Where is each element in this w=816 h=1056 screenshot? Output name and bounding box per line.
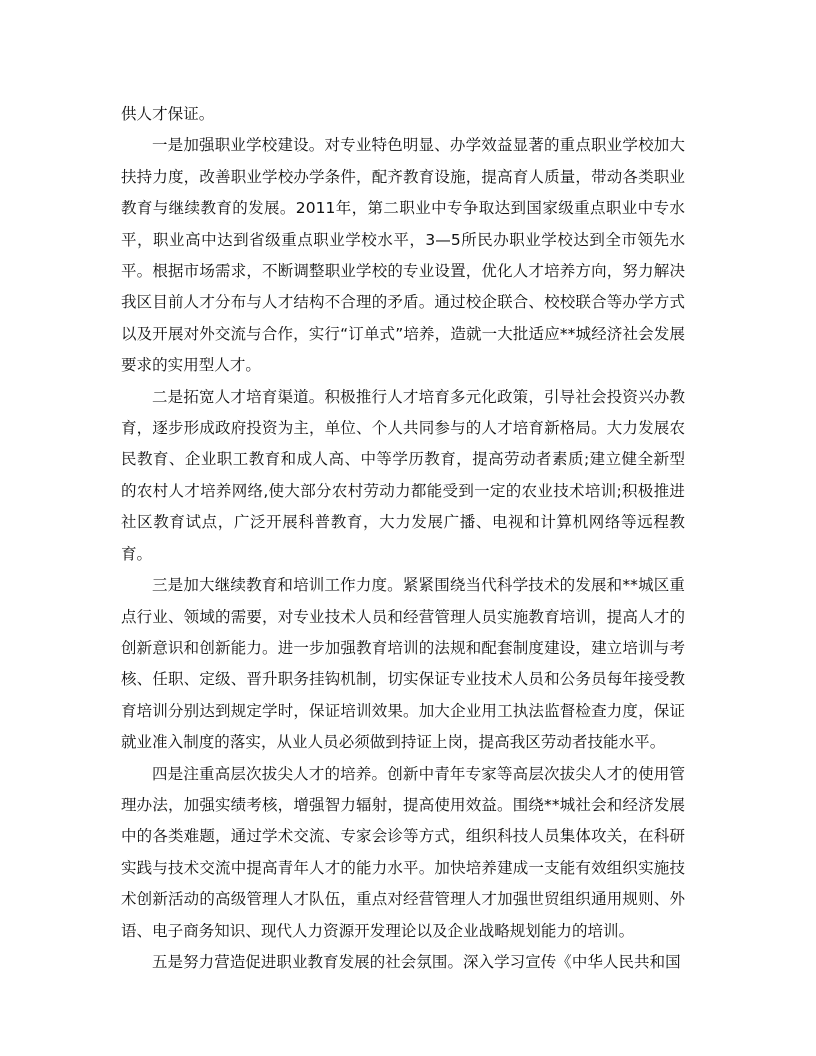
paragraph-social-atmosphere: 五是努力营造促进职业教育发展的社会氛围。深入学习宣传《中华人民共和国 <box>152 952 681 971</box>
paragraph-continuation: 供人才保证。 <box>121 105 215 123</box>
paragraph-talent-channels: 二是拓宽人才培育渠道。积极推行人才培育多元化政策，引导社会投资兴办教育，逐步形成政府投资为主，单位、个人共同参与的人才培育新格局。大力发展农民教育、企业职工教育和成人高、中等学历教育，提高劳动者素质;建立健全新型的农村人才培养网络,使大部分农村劳动力都能受到一定的农业技术培训;积极推进社区教育试点，广泛开展科普教育，大力发展广播、电视和计算机网络等远程教育。 <box>121 387 685 563</box>
paragraph-vocational-schools: 一是加强职业学校建设。对专业特色明显、办学效益显著的重点职业学校加大扶持力度，改善职业学校办学条件，配齐教育设施，提高育人质量，带动各类职业教育与继续教育的发展。2011年，第二职业中专争取达到国家级重点职业中专水平，职业高中达到省级重点职业学校水平，3—5所民办职业学校达到全市领先水平。根据市场需求，不断调整职业学校的专业设置，优化人才培养方向，努力解决我区目前人才分布与人才结构不合理的矛盾。通过校企联合、校校联合等办学方式以及开展对外交流与合作，实行“订单式”培养，造就一大批适应**城经济社会发展要求的实用型人才。 <box>121 136 685 375</box>
paragraph-top-talent: 四是注重高层次拔尖人才的培养。创新中青年专家等高层次拔尖人才的使用管理办法，加强实绩考核，增强智力辐射，提高使用效益。围绕**城社会和经济发展中的各类难题，通过学术交流、专家会诊等方式，组织科技人员集体攻关，在科研实践与技术交流中提高青年人才的能力水平。加快培养建成一支能有效组织实施技术创新活动的高级管理人才队伍，重点对经营管理人才加强世贸组织通用规则、外语、电子商务知识、现代人力资源开发理论以及企业战略规划能力的培训。 <box>121 764 685 940</box>
document-body <box>121 99 685 978</box>
paragraph-continuing-education: 三是加大继续教育和培训工作力度。紧紧围绕当代科学技术的发展和**城区重点行业、领域的需要，对专业技术人员和经营管理人员实施教育培训，提高人才的创新意识和创新能力。进一步加强教育培训的法规和配套制度建设，建立培训与考核、任职、定级、晋升职务挂钩机制，切实保证专业技术人员和公务员每年接受教育培训分别达到规定学时，保证培训效果。加大企业用工执法监督检查力度，保证就业准入制度的落实，从业人员必须做到持证上岗，提高我区劳动者技能水平。 <box>121 576 685 752</box>
